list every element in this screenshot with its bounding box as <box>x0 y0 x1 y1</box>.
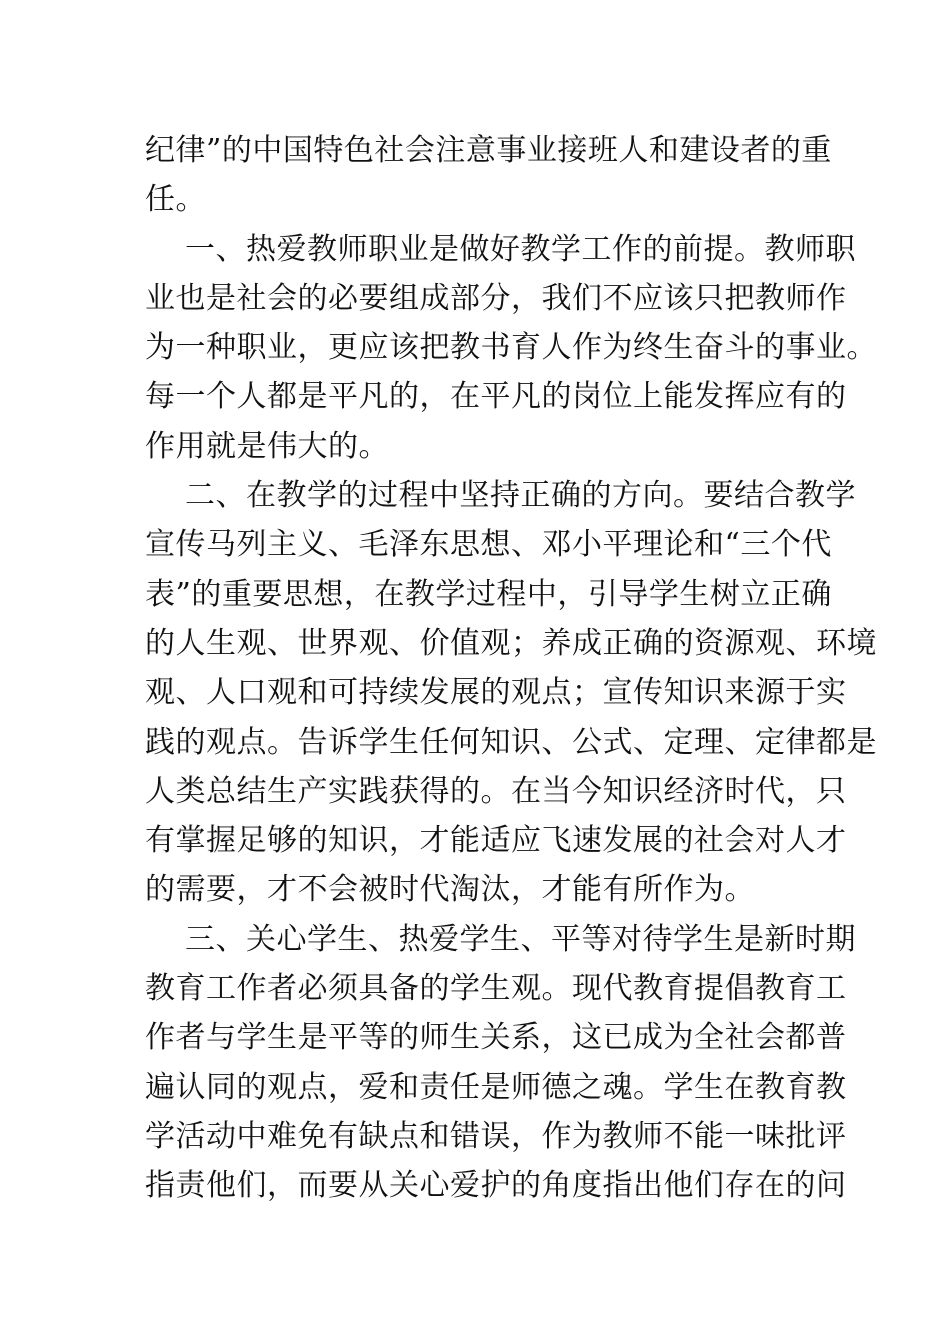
text-line: 教育工作者必须具备的学生观。现代教育提倡教育工 <box>145 971 847 1007</box>
text-line: 表”的重要思想，在教学过程中，引导学生树立正确 <box>145 576 832 612</box>
text-line: 指责他们，而要从关心爱护的角度指出他们存在的问 <box>145 1168 847 1204</box>
text-line: 纪律”的中国特色社会注意事业接班人和建设者的重 <box>145 133 832 168</box>
paragraph-start-line: 二、在教学的过程中坚持正确的方向。要结合教学 <box>185 478 856 514</box>
text-line: 观、人口观和可持续发展的观点；宣传知识来源于实 <box>145 675 847 711</box>
text-line: 学活动中难免有缺点和错误，作为教师不能一味批评 <box>145 1118 847 1154</box>
text-line: 遍认同的观点，爱和责任是师德之魂。学生在教育教 <box>145 1069 847 1105</box>
text-line: 宣传马列主义、毛泽东思想、邓小平理论和“三个代 <box>145 527 832 563</box>
text-line: 人类总结生产实践获得的。在当今知识经济时代，只 <box>145 773 847 809</box>
text-line: 每一个人都是平凡的，在平凡的岗位上能发挥应有的 <box>145 379 847 415</box>
text-line: 的需要，才不会被时代淘汰，才能有所作为。 <box>145 872 755 908</box>
text-line: 有掌握足够的知识，才能适应飞速发展的社会对人才 <box>145 823 847 859</box>
paragraph-start-line: 三、关心学生、热爱学生、平等对待学生是新时期 <box>185 921 856 957</box>
paragraph-start-line: 一、热爱教师职业是做好教学工作的前提。教师职 <box>185 231 856 267</box>
text-line: 的人生观、世界观、价值观；养成正确的资源观、环境 <box>145 625 877 661</box>
text-line: 任。 <box>145 182 206 218</box>
text-line: 业也是社会的必要组成部分，我们不应该只把教师作 <box>145 280 847 316</box>
text-line: 作者与学生是平等的师生关系，这已成为全社会都普 <box>145 1020 847 1056</box>
text-line: 践的观点。告诉学生任何知识、公式、定理、定律都是 <box>145 724 877 760</box>
text-line: 作用就是伟大的。 <box>145 428 389 464</box>
text-line: 为一种职业，更应该把教书育人作为终生奋斗的事业。 <box>145 330 877 366</box>
document-body <box>145 126 877 1211</box>
